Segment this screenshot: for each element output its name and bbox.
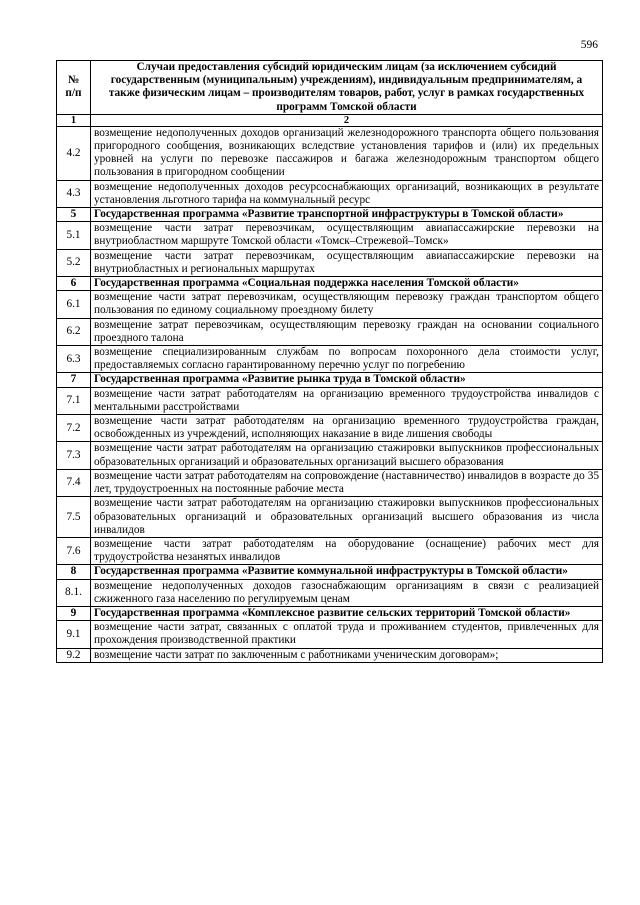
column-number-1: 1 (57, 114, 91, 126)
row-number: 7.4 (57, 469, 91, 496)
program-row (57, 373, 603, 387)
row-description: возмещение недополученных доходов ресурсоснабжающих организаций, возникающих в результате установления льготного тарифа на коммунальный ресурс (91, 180, 603, 207)
row-description: возмещение части затрат работодателям на оборудование (оснащение) рабочих мест для трудоустройства незанятых инвалидов (91, 537, 603, 564)
header-number-column: № п/п (57, 61, 91, 115)
row-description: возмещение недополученных доходов организаций железнодорожного транспорта общего пользования пригородного сообщения, возникающих вследствие установления тарифов и (или) их предельных уровней на услуги по перевозке пассажиров и багажа железнодорожным транспортом общего пользования в пригородном сообщении (91, 126, 603, 180)
row-number: 7.2 (57, 415, 91, 442)
table-row (57, 537, 603, 564)
row-number: 9 (57, 606, 91, 620)
table-row (57, 249, 603, 276)
table-row (57, 415, 603, 442)
row-number: 6.1 (57, 291, 91, 318)
column-number-row (57, 114, 603, 126)
table-row (57, 291, 603, 318)
table-row (57, 469, 603, 496)
row-number: 7.1 (57, 387, 91, 414)
table-row (57, 579, 603, 606)
program-row (57, 606, 603, 620)
row-number: 4.3 (57, 180, 91, 207)
row-number: 4.2 (57, 126, 91, 180)
header-description-column: Случаи предоставления субсидий юридическим лицам (за исключением субсидий государственным (муниципальным) учреждениям), индивидуальным предпринимателям, а также физическим лицам – производителям товаров, работ, услуг в рамках государственных программ Томской области (91, 61, 603, 115)
row-number: 7.6 (57, 537, 91, 564)
program-row (57, 208, 603, 222)
row-number: 6 (57, 277, 91, 291)
row-description: возмещение затрат перевозчикам, осуществляющим перевозку граждан на основании социального проездного талона (91, 318, 603, 345)
row-description: возмещение недополученных доходов газоснабжающим организациям в связи с реализацией сжиженного газа населению по регулируемым ценам (91, 579, 603, 606)
table-row (57, 621, 603, 648)
table-row (57, 180, 603, 207)
program-title: Государственная программа «Комплексное развитие сельских территорий Томской области» (91, 606, 603, 620)
row-number: 8 (57, 565, 91, 579)
row-description: возмещение части затрат работодателям на организацию стажировки выпускников профессиональных образовательных организаций и образовательных организаций высшего образования (91, 442, 603, 469)
row-description: возмещение специализированным службам по вопросам похоронного дела стоимости услуг, предоставляемых согласно гарантированному перечню услуг по погребению (91, 346, 603, 373)
program-row (57, 277, 603, 291)
row-description: возмещение части затрат работодателям на организацию временного трудоустройства граждан, освобожденных из учреждений, исполняющих наказание в виде лишения свободы (91, 415, 603, 442)
row-number: 5.1 (57, 222, 91, 249)
table-row (57, 497, 603, 538)
program-title: Государственная программа «Социальная поддержка населения Томской области» (91, 277, 603, 291)
row-number: 6.3 (57, 346, 91, 373)
program-title: Государственная программа «Развитие рынка труда в Томской области» (91, 373, 603, 387)
row-number: 5 (57, 208, 91, 222)
row-number: 6.2 (57, 318, 91, 345)
row-number: 9.2 (57, 648, 91, 662)
table-row (57, 387, 603, 414)
row-number: 9.1 (57, 621, 91, 648)
subsidy-table (56, 60, 603, 663)
row-number: 7.5 (57, 497, 91, 538)
program-title: Государственная программа «Развитие коммунальной инфраструктуры в Томской области» (91, 565, 603, 579)
table-row (57, 126, 603, 180)
table-row (57, 318, 603, 345)
program-row (57, 565, 603, 579)
row-description: возмещение части затрат работодателям на организацию временного трудоустройства инвалидов с ментальными расстройствами (91, 387, 603, 414)
program-title: Государственная программа «Развитие транспортной инфраструктуры в Томской области» (91, 208, 603, 222)
header-row (57, 61, 603, 115)
row-number: 7 (57, 373, 91, 387)
table-row (57, 442, 603, 469)
row-description: возмещение части затрат по заключенным с работниками ученическим договорам»; (91, 648, 603, 662)
row-number: 7.3 (57, 442, 91, 469)
table-row (57, 648, 603, 662)
row-description: возмещение части затрат перевозчикам, осуществляющим перевозку граждан транспортом общего пользования по единому социальному проездному билету (91, 291, 603, 318)
row-description: возмещение части затрат, связанных с оплатой труда и проживанием студентов, привлеченных для прохождения производственной практики (91, 621, 603, 648)
row-number: 8.1. (57, 579, 91, 606)
row-description: возмещение части затрат работодателям на сопровождение (наставничество) инвалидов в возрасте до 35 лет, трудоустроенных на постоянные рабочие места (91, 469, 603, 496)
column-number-2: 2 (91, 114, 603, 126)
table-row (57, 346, 603, 373)
table-row (57, 222, 603, 249)
row-number: 5.2 (57, 249, 91, 276)
row-description: возмещение части затрат работодателям на организацию стажировки выпускников профессиональных образовательных организаций и образовательных организаций высшего образования из числа инвалидов (91, 497, 603, 538)
row-description: возмещение части затрат перевозчикам, осуществляющим авиапассажирские перевозки на внутриобластных и региональных маршрутах (91, 249, 603, 276)
page-number: 596 (580, 39, 598, 51)
row-description: возмещение части затрат перевозчикам, осуществляющим авиапассажирские перевозки на внутриобластном маршруте Томской области «Томск–Стрежевой–Томск» (91, 222, 603, 249)
